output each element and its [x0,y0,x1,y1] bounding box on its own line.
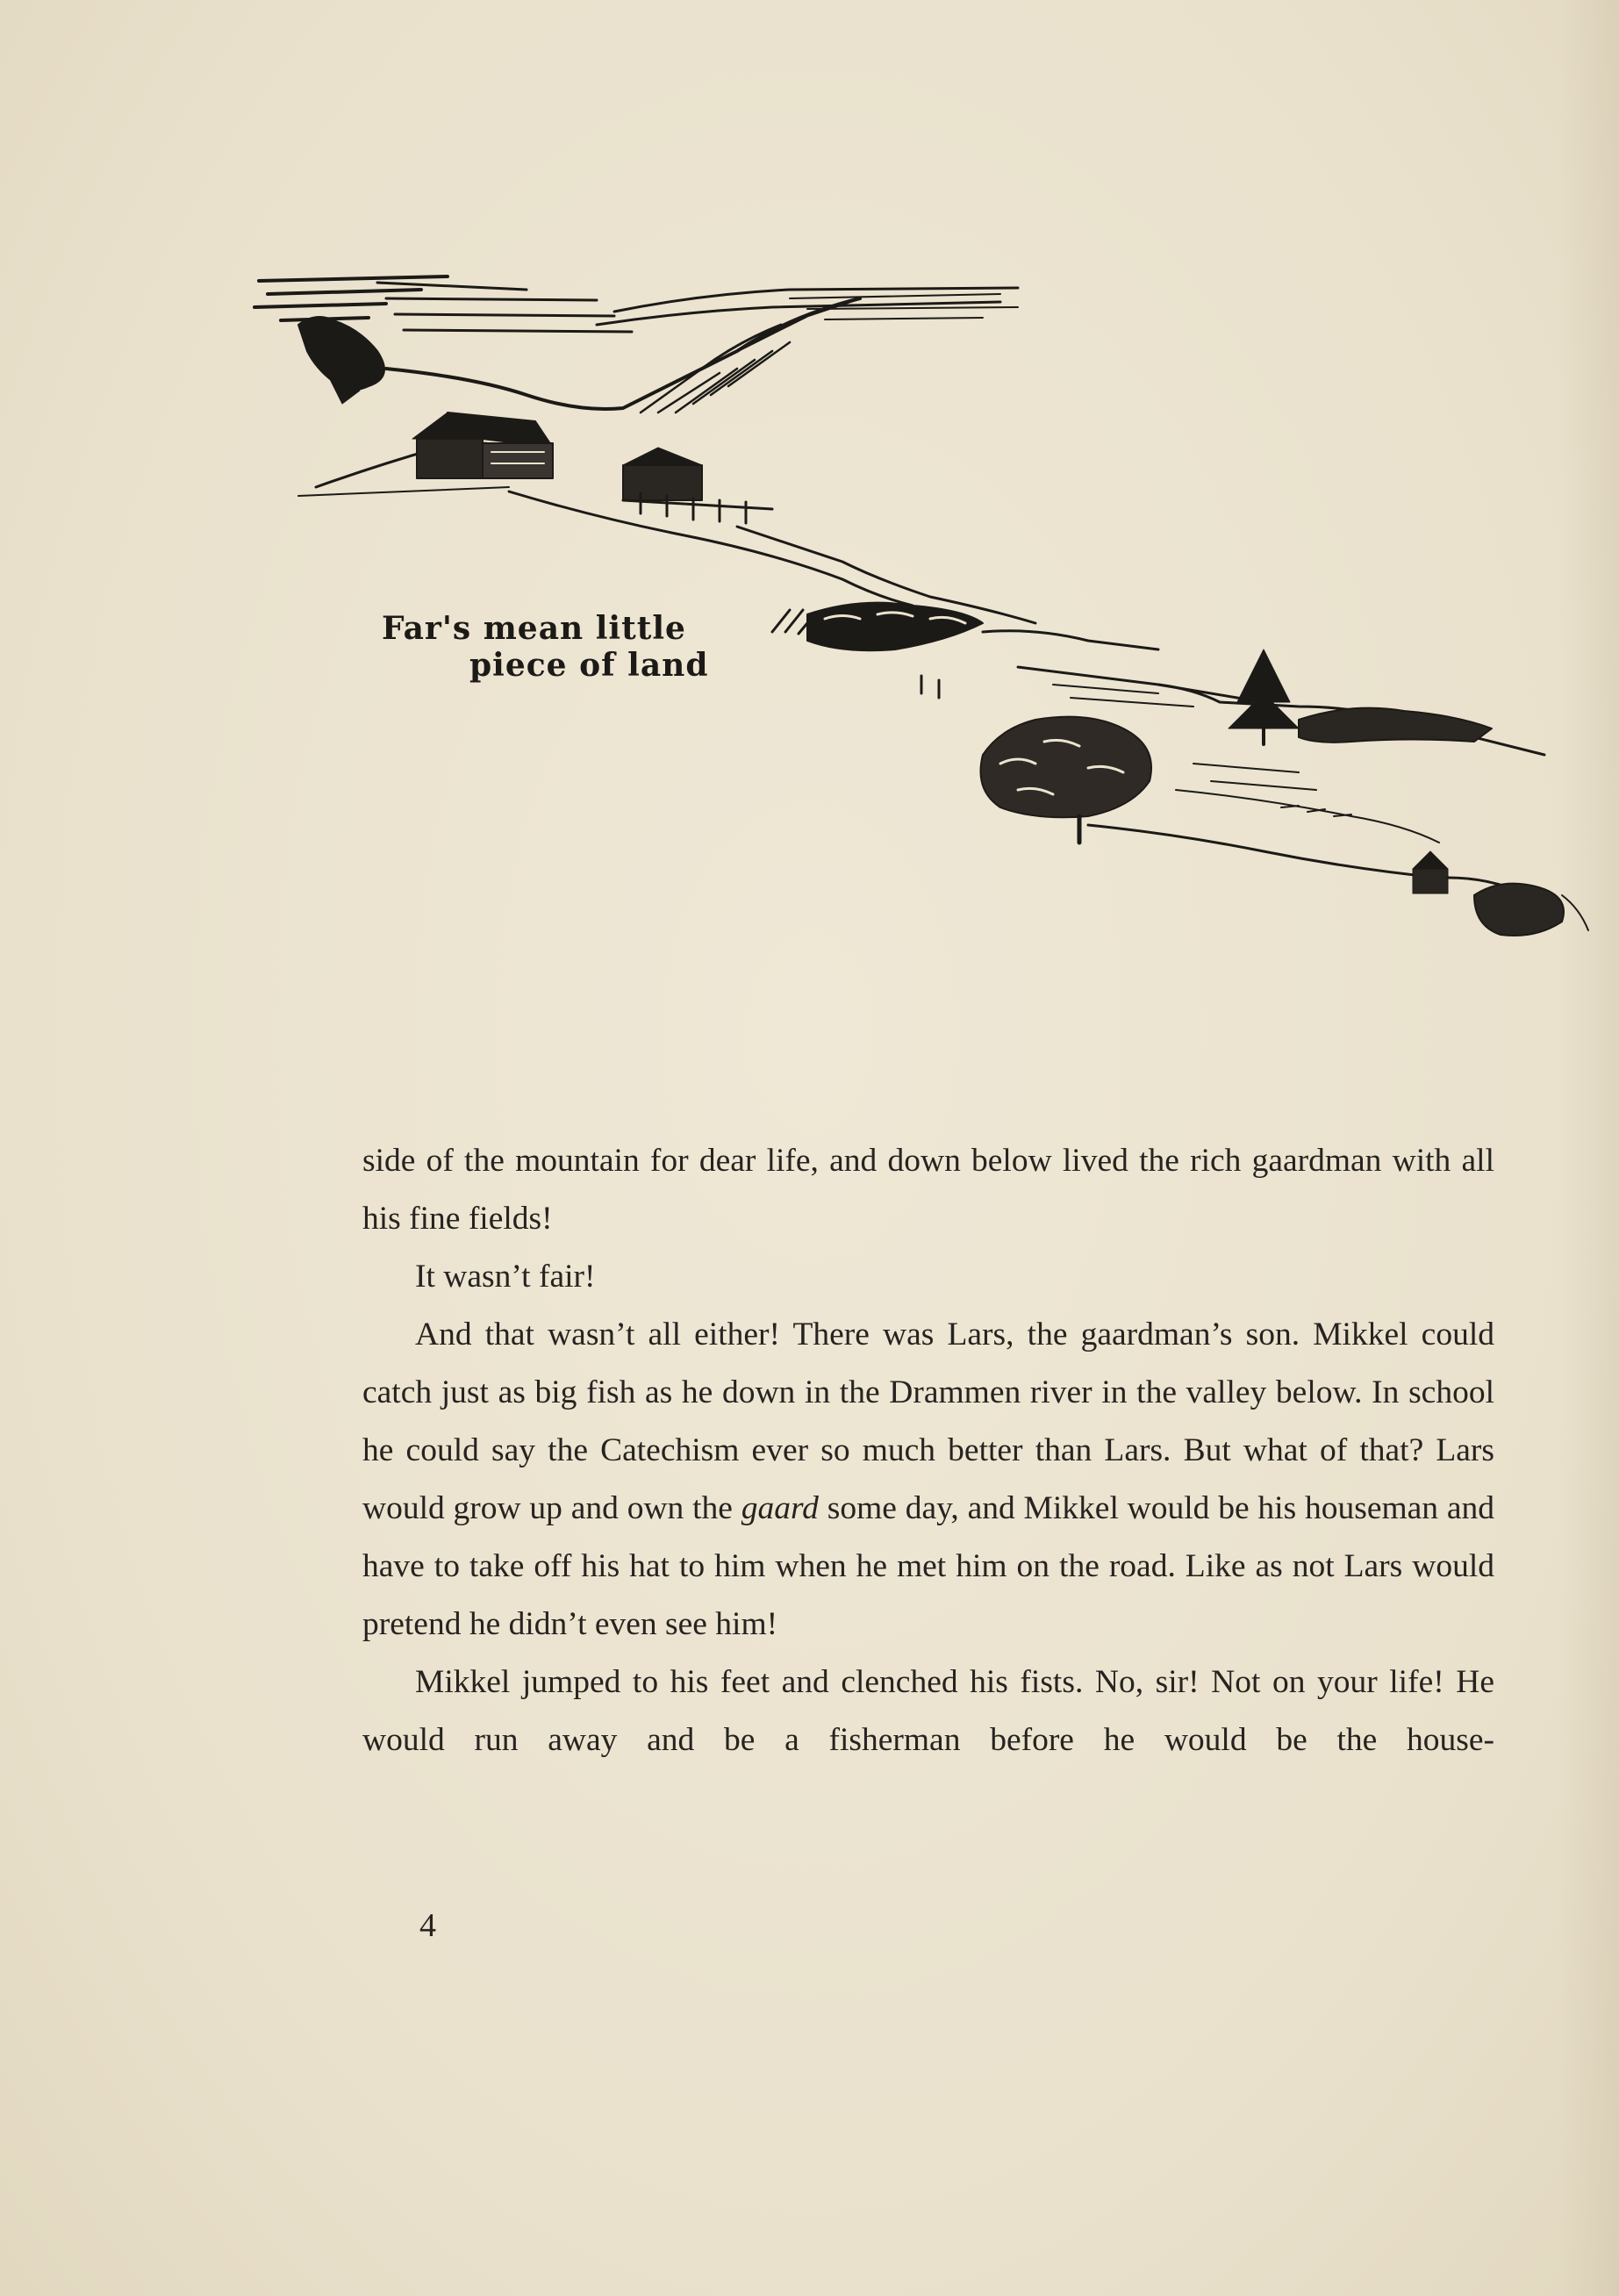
paragraph: side of the mountain for dear life, and down below lived the rich gaardman with all his fine fields! [362,1143,1494,1237]
landscape-illustration [246,263,1597,948]
paragraph [362,1306,1494,1654]
paragraph: It wasn’t fair! [415,1259,596,1295]
body-text [362,1132,1494,1769]
illustration-caption [382,610,750,684]
caption-line-2: piece of land [469,647,709,684]
paragraph-text: some day, and Mikkel would be his houseman and have to take off his hat to him when he met him on the road. Like as not Lars would pretend he didn’t even see him! [362,1490,1495,1642]
page-number: 4 [419,1907,436,1944]
caption-line-1: Far's mean little [382,610,686,647]
paragraph-text: And that wasn’t all either! There was Lars, the gaardman’s son. Mikkel could catch just as big fish as he down in the Drammen river in the valley below. In school he could say the Catechism ever so much better than Lars. But what of that? Lars would grow up and own the [362,1317,1494,1526]
paragraph: Mikkel jumped to his feet and clenched his fists. No, sir! Not on your life! He would run away and be a fisherman before he would be the house- [362,1664,1494,1758]
emphasized-word: gaard [741,1490,819,1526]
